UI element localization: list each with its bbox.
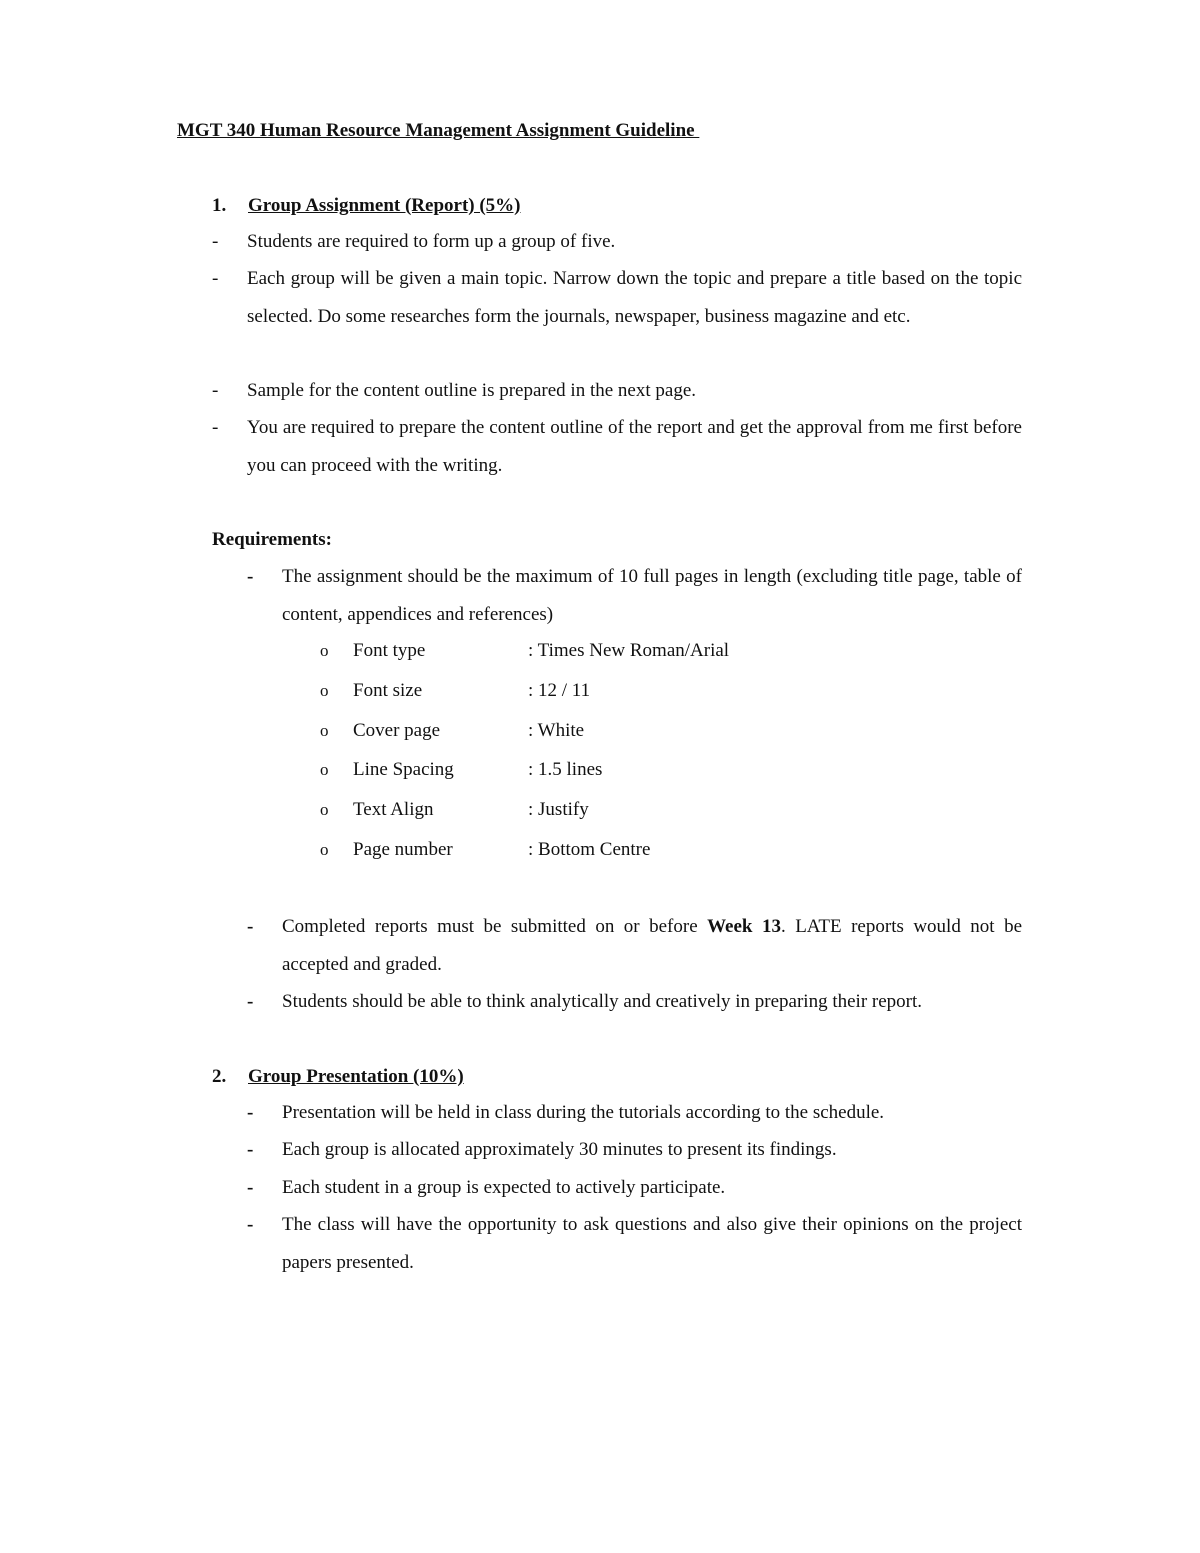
- list-item-text: Each group is allocated approximately 30 minutes to present its findings.: [282, 1139, 837, 1160]
- spec-row-font-type: [320, 631, 820, 671]
- sub-bullet: o: [320, 680, 329, 700]
- list-item: [212, 372, 1022, 410]
- spec-row-cover-page: [320, 711, 820, 751]
- list-item: [247, 908, 1022, 983]
- list-item-text: Students should be able to think analytically and creatively in preparing their report.: [282, 991, 923, 1012]
- list-item-text: Presentation will be held in class during the tutorials according to the schedule.: [282, 1102, 885, 1123]
- dash-bullet: -: [247, 1139, 254, 1160]
- section-2-heading: [212, 1058, 464, 1096]
- spec-label: Page number: [353, 838, 453, 860]
- list-item: [212, 223, 1022, 261]
- spec-value: : 12 / 11: [528, 679, 591, 701]
- section-2-title: Group Presentation (10%): [248, 1066, 464, 1087]
- list-item-text: Each student in a group is expected to actively participate.: [282, 1177, 726, 1198]
- spec-row-text-align: [320, 790, 820, 830]
- spec-label: Font size: [353, 679, 423, 701]
- spec-label: Text Align: [353, 799, 434, 821]
- sub-bullet: o: [320, 800, 329, 820]
- spec-row-line-spacing: [320, 750, 820, 790]
- spec-value: : Bottom Centre: [528, 838, 651, 860]
- dash-bullet: -: [247, 566, 254, 587]
- spec-value: : 1.5 lines: [528, 759, 603, 781]
- list-item: [212, 260, 1022, 335]
- dash-bullet: -: [212, 380, 219, 401]
- dash-bullet: -: [247, 991, 254, 1012]
- list-item: [212, 409, 1022, 484]
- spec-label: Font type: [353, 640, 426, 661]
- list-item-text: Students are required to form up a group of five.: [247, 231, 616, 252]
- dash-bullet: -: [212, 231, 219, 252]
- dash-bullet: -: [247, 1177, 254, 1198]
- list-item-text: Each group will be given a main topic. Narrow down the topic and prepare a title based on the topic selected. Do some researches form the journals, newspaper, business magazine and etc.: [247, 268, 1022, 327]
- section-1-heading: [212, 187, 521, 225]
- format-spec-list: [320, 631, 820, 870]
- sub-bullet: o: [320, 760, 329, 780]
- list-item-text: [282, 908, 1022, 983]
- requirements-heading: Requirements:: [212, 529, 332, 550]
- dash-bullet: -: [212, 268, 219, 289]
- list-item-text: You are required to prepare the content outline of the report and get the approval from me first before you can proceed with the writing.: [247, 417, 1022, 476]
- spec-value: : Justify: [528, 799, 589, 821]
- deadline-week: Week 13: [707, 916, 781, 937]
- sub-bullet: o: [320, 641, 329, 660]
- spec-row-font-size: [320, 671, 820, 711]
- list-item-text: The assignment should be the maximum of 10 full pages in length (excluding title page, table of content, appendices and references): [282, 566, 1022, 625]
- document-title: MGT 340 Human Resource Management Assignment Guideline: [177, 120, 700, 141]
- section-1-title: Group Assignment (Report) (5%): [248, 195, 521, 216]
- spec-value: : White: [528, 719, 585, 741]
- spec-label: Line Spacing: [353, 759, 454, 781]
- list-item: [247, 1094, 1022, 1132]
- list-item: [247, 558, 1022, 633]
- list-item: [247, 1169, 1022, 1207]
- deadline-text-after: . LATE reports would not be accepted and graded.: [282, 916, 1022, 975]
- deadline-text-before: Completed reports must be submitted on or before: [282, 916, 708, 937]
- section-1-number: 1.: [212, 195, 227, 216]
- dash-bullet: -: [247, 1102, 254, 1123]
- section-2-number: 2.: [212, 1066, 227, 1087]
- list-item: [247, 983, 1022, 1021]
- sub-bullet: o: [320, 839, 329, 859]
- list-item-text: The class will have the opportunity to ask questions and also give their opinions on the project papers presented.: [282, 1214, 1022, 1273]
- spec-row-page-number: [320, 830, 820, 870]
- list-item: [247, 1206, 1022, 1281]
- dash-bullet: -: [247, 916, 254, 937]
- dash-bullet: -: [247, 1214, 254, 1235]
- dash-bullet: -: [212, 417, 219, 438]
- spec-value: : Times New Roman/Arial: [528, 640, 730, 661]
- spec-label: Cover page: [353, 719, 441, 741]
- list-item: [247, 1131, 1022, 1169]
- sub-bullet: o: [320, 720, 329, 740]
- list-item-text: Sample for the content outline is prepared in the next page.: [247, 380, 696, 401]
